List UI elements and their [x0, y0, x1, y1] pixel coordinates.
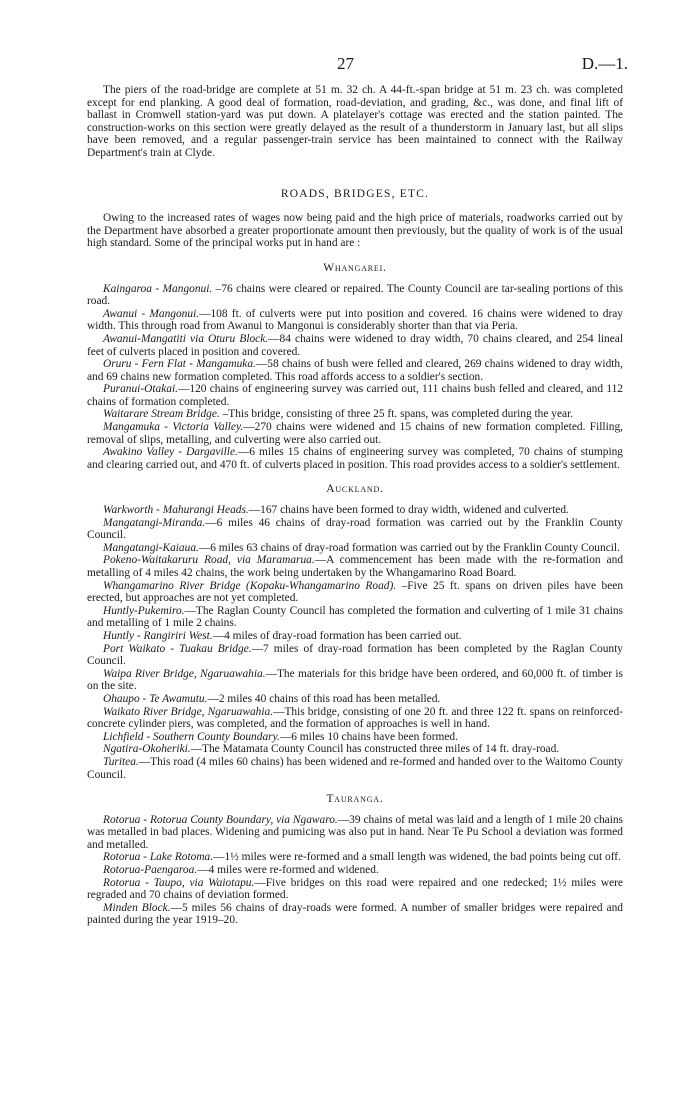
road-entry: [87, 902, 623, 927]
entry-name: Port Waikato - Tuakau Bridge.: [103, 642, 252, 655]
entry-text: —The Matamata County Council has constructed three miles of 14 ft. dray-road.: [190, 743, 560, 756]
road-entry: [87, 283, 623, 308]
road-entry: [87, 554, 623, 579]
entry-name: Pokeno-Waitakaruru Road, via Maramarua.: [103, 554, 315, 567]
road-entry: [87, 605, 623, 630]
road-entry: [87, 693, 623, 706]
entry-text: —1½ miles were re-formed and a small length was widened, the bad points being cut off.: [213, 851, 621, 864]
entry-text: —270 chains were widened and 15 chains of new formation completed. Filling, removal of slips, metalling, and culverting were also carried out.: [87, 421, 624, 446]
road-entry: [87, 743, 623, 756]
entry-name: Mangatangi-Kaiaua.: [103, 541, 199, 554]
road-entry: [87, 333, 623, 358]
entry-text: —5 miles 56 chains of dray-roads were formed. A number of smaller bridges were repaired and painted during the year 1919–20.: [87, 901, 624, 927]
entry-text: —120 chains of engineering survey was carried out, 111 chains bush felled and cleared, and 112 chains of formation completed.: [87, 383, 623, 408]
entry-text: —39 chains of metal was laid and a length of 1 mile 20 chains was metalled in bad places. Widening and pumicing was also put in hand. Near Te Pu School a deviation was formed and metalled.: [87, 813, 623, 851]
entry-name: Waipa River Bridge, Ngaruawahia.: [103, 667, 266, 680]
road-entry: [87, 756, 623, 781]
road-entry: [87, 706, 623, 731]
entry-text: —4 miles were re-formed and widened.: [197, 864, 379, 877]
entry-text: —The materials for this bridge have been ordered, and 60,000 ft. of timber is on the site.: [87, 667, 623, 693]
road-entry: [87, 308, 623, 333]
entry-name: Rotorua - Taupo, via Waiotapu.: [103, 876, 255, 889]
entry-name: Turitea.: [103, 755, 139, 768]
entry-name: Waikato River Bridge, Ngaruawahia.: [103, 705, 274, 718]
road-entry: [87, 851, 623, 864]
entry-text: –This bridge, consisting of three 25 ft. spans, was completed during the year.: [219, 408, 574, 421]
entry-text: —6 miles 10 chains have been formed.: [279, 730, 458, 743]
entry-name: Huntly - Rangiriri West.: [103, 629, 213, 642]
entry-text: —6 miles 15 chains of engineering survey was completed, 70 chains of stumping and clearing carried out, and 470 ft. of culverts placed in position. This road provides access to a soldier's settlement.: [87, 446, 623, 471]
entry-name: Warkworth - Mahurangi Heads.: [103, 504, 249, 517]
entry-name: Awanui - Mangonui.: [103, 307, 200, 320]
entry-text: —84 chains were widened to dray width, 70 chains cleared, and 254 lineal feet of culverts placed in position and covered.: [87, 332, 623, 358]
entry-name: Ngatira-Okoheriki.: [103, 743, 191, 756]
entry-text: —6 miles 46 chains of dray-road formation was carried out by the Franklin County Council.: [87, 516, 623, 542]
entry-text: –76 chains were cleared or repaired. The County Council are tar-sealing portions of this road.: [87, 282, 623, 308]
entry-name: Kaingaroa - Mangonui.: [103, 282, 213, 295]
road-entry: [87, 542, 623, 555]
section-intro: Owing to the increased rates of wages now being paid and the high price of materials, roadworks carried out by the Department have absorbed a greater proportionate amount then previously, but the quality of work is of the usual high standard. Some of the principal works put in hand are :: [87, 212, 623, 250]
entry-name: Mangatangi-Miranda.: [103, 516, 206, 529]
entry-text: —A commencement has been made with the re-formation and metalling of 4 miles 42 chains, the work being undertaken by the Whangamarino Road Board.: [87, 554, 624, 579]
road-entry: [87, 358, 623, 383]
page-header: [0, 54, 700, 74]
district-heading-tauranga: Tauranga.: [326, 793, 384, 806]
entry-name: Minden Block.: [103, 901, 171, 914]
page-content: [87, 84, 623, 927]
intro-paragraph: The piers of the road-bridge are complete at 51 m. 32 ch. A 44-ft.-span bridge at 51 m. 23 ch. was completed except for end planking. A good deal of formation, road-deviation, and grading, &c., was done, and final lift of ballast in Cromwell station-yard was put down. A platelayer's cottage was erected and the station painted. The construction-works on this section were greatly delayed as the result of a thunderstorm in January last, but all slips have been removed, and a regular passenger-train service has been maintained to connect with the Railway Department's train at Clyde.: [87, 84, 623, 159]
entry-text: —108 ft. of culverts were put into position and covered. 16 chains were widened to dray width. This through road from Awanui to Mangonui is considerably shorter than that via Peria.: [87, 307, 623, 333]
entry-name: Awakino Valley - Dargaville.: [103, 446, 238, 459]
entry-name: Awanui-Mangatiti via Oturu Block.: [103, 332, 269, 345]
entry-name: Whangamarino River Bridge (Kopaku-Whangamarino Road).: [103, 579, 397, 592]
road-entry: [87, 580, 623, 605]
entry-text: —6 miles 63 chains of dray-road formation was carried out by the Franklin County Council.: [198, 541, 620, 554]
road-entry: [87, 504, 623, 517]
entry-name: Oruru - Fern Flat - Mangamuka.: [103, 358, 256, 371]
entry-name: Rotorua-Paengaroa.: [103, 864, 198, 877]
entry-text: —167 chains have been formed to dray width, widened and culverted.: [248, 504, 569, 517]
entry-text: —Five bridges on this road were repaired and one redecked; 1½ miles were regraded and 70 chains of deviation formed.: [87, 876, 623, 902]
road-entry: [87, 814, 623, 852]
entry-name: Huntly-Pukemiro.: [103, 604, 185, 617]
road-entry: [87, 383, 623, 408]
road-entry: [87, 517, 623, 542]
entry-text: —4 miles of dray-road formation has been carried out.: [212, 629, 462, 642]
road-entry: [87, 668, 623, 693]
entry-name: Rotorua - Lake Rotoma.: [103, 851, 214, 864]
entry-name: Puranui-Otakai.: [103, 383, 178, 396]
road-entry: [87, 864, 623, 877]
road-entry: [87, 408, 623, 421]
entry-name: Mangamuka - Victoria Valley.: [103, 421, 244, 434]
entry-text: —2 miles 40 chains of this road has been metalled.: [207, 692, 441, 705]
entry-text: —7 miles of dray-road formation has been completed by the Raglan County Council.: [87, 642, 623, 668]
entry-text: —58 chains of bush were felled and cleared, 269 chains widened to dray width, and 69 chains new formation completed. This road affords access to a soldier's section.: [87, 358, 623, 383]
entry-text: —The Raglan County Council has completed the formation and culverting of 1 mile 31 chains and metalling of 1 mile 2 chains.: [87, 604, 623, 630]
road-entry: [87, 643, 623, 668]
entry-text: —This bridge, consisting of one 20 ft. and three 122 ft. spans on reinforced-concrete cylinder piers, was completed, and the formation of approaches is well in hand.: [87, 705, 623, 731]
entry-text: –Five 25 ft. spans on driven piles have been erected, but approaches are not yet completed.: [87, 579, 624, 605]
section-title: ROADS, BRIDGES, ETC.: [280, 187, 430, 200]
entry-text: —This road (4 miles 60 chains) has been widened and re-formed and handed over to the Waitomo County Council.: [87, 755, 623, 781]
road-entry: [87, 877, 623, 902]
entry-name: Rotorua - Rotorua County Boundary, via Ngawaro.: [103, 813, 338, 826]
road-entry: [87, 630, 623, 643]
district-heading-whangarei: Whangarei.: [323, 261, 387, 274]
district-heading-auckland: Auckland.: [326, 483, 384, 496]
road-entry: [87, 731, 623, 744]
entry-name: Waitarare Stream Bridge.: [103, 408, 220, 421]
page-number: 27: [337, 54, 354, 73]
road-entry: [87, 421, 623, 446]
entry-name: Ohaupo - Te Awamutu.: [103, 692, 208, 705]
road-entry: [87, 446, 623, 471]
entry-name: Lichfield - Southern County Boundary.: [103, 730, 280, 743]
districts-container: [87, 262, 623, 927]
document-reference: D.—1.: [581, 54, 628, 73]
